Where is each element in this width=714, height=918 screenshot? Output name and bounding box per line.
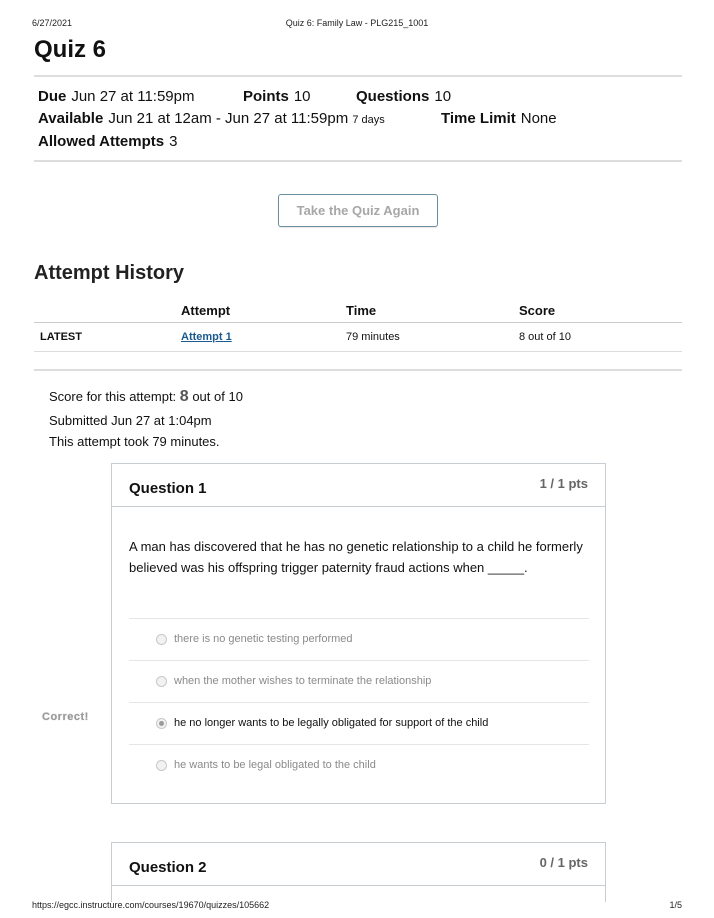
print-header <box>0 0 714 34</box>
answer-option[interactable] <box>129 660 589 702</box>
questions-label: Questions <box>356 88 430 105</box>
score-suffix: out of 10 <box>192 389 243 404</box>
print-url: https://egcc.instructure.com/courses/19670/quizzes/105662 <box>32 900 270 910</box>
table-divider <box>34 322 682 323</box>
attempt-time: 79 minutes <box>346 331 400 343</box>
score-prefix: Score for this attempt: <box>49 389 177 404</box>
question-name: Question 1 <box>129 480 207 497</box>
due-info <box>38 88 195 105</box>
question-points: 0 / 1 pts <box>539 855 588 870</box>
radio-icon[interactable] <box>156 676 167 687</box>
divider <box>34 369 682 371</box>
submitted-time: Submitted Jun 27 at 1:04pm <box>49 413 212 428</box>
points-label: Points <box>243 88 289 105</box>
question-text: A man has discovered that he has no genetic relationship to a child he formerly believed was his offspring trigger paternity fraud actions when _____. <box>129 539 583 575</box>
radio-icon[interactable] <box>156 760 167 771</box>
due-value: Jun 27 at 11:59pm <box>71 88 195 105</box>
attempt-score-line <box>49 388 243 406</box>
questions-value: 10 <box>434 88 452 105</box>
radio-icon[interactable] <box>156 634 167 645</box>
table-divider <box>34 351 682 352</box>
score-value: 8 <box>179 388 189 405</box>
print-footer <box>0 890 714 918</box>
attempt-duration: This attempt took 79 minutes. <box>49 434 220 449</box>
questions-info <box>356 88 451 105</box>
answer-label: he wants to be legal obligated to the child <box>174 759 376 771</box>
available-info <box>38 110 385 127</box>
answer-option-selected[interactable] <box>129 702 589 744</box>
question-name: Question 2 <box>129 859 207 876</box>
answer-label: when the mother wishes to terminate the relationship <box>174 675 432 687</box>
answer-label: he no longer wants to be legally obligated for support of the child <box>174 717 489 729</box>
question-1 <box>111 463 606 804</box>
time-limit-label: Time Limit <box>441 110 516 127</box>
divider <box>34 160 682 162</box>
column-header-score: Score <box>519 303 556 318</box>
question-header <box>112 843 605 886</box>
time-limit-value: None <box>520 110 557 127</box>
attempt-1-link[interactable]: Attempt 1 <box>181 331 232 343</box>
answer-option[interactable] <box>129 618 589 660</box>
due-label: Due <box>38 88 67 105</box>
available-days: 7 days <box>352 114 385 126</box>
latest-tag: LATEST <box>40 331 82 343</box>
points-info <box>243 88 311 105</box>
divider <box>34 75 682 77</box>
column-header-time: Time <box>346 303 377 318</box>
attempts-info <box>38 133 177 150</box>
attempt-score: 8 out of 10 <box>519 331 571 343</box>
points-value: 10 <box>293 88 311 105</box>
radio-selected-icon[interactable] <box>156 718 167 729</box>
print-date: 6/27/2021 <box>32 18 73 28</box>
column-header-attempt: Attempt <box>181 303 231 318</box>
print-title: Quiz 6: Family Law - PLG215_1001 <box>285 18 429 28</box>
correct-flag: Correct! <box>42 711 89 723</box>
answer-option[interactable] <box>129 744 589 786</box>
page-title: Quiz 6 <box>34 36 107 63</box>
page-number: 1/5 <box>669 900 682 910</box>
time-limit-info <box>441 110 557 127</box>
attempts-value: 3 <box>169 133 178 150</box>
available-value: Jun 21 at 12am - Jun 27 at 11:59pm <box>108 110 349 127</box>
attempts-label: Allowed Attempts <box>38 133 165 150</box>
available-label: Available <box>38 110 104 127</box>
take-quiz-again-button[interactable]: Take the Quiz Again <box>278 194 438 227</box>
attempt-history-title: Attempt History <box>34 262 185 284</box>
question-header <box>112 464 605 507</box>
answer-label: there is no genetic testing performed <box>174 633 353 645</box>
question-points: 1 / 1 pts <box>539 476 588 491</box>
